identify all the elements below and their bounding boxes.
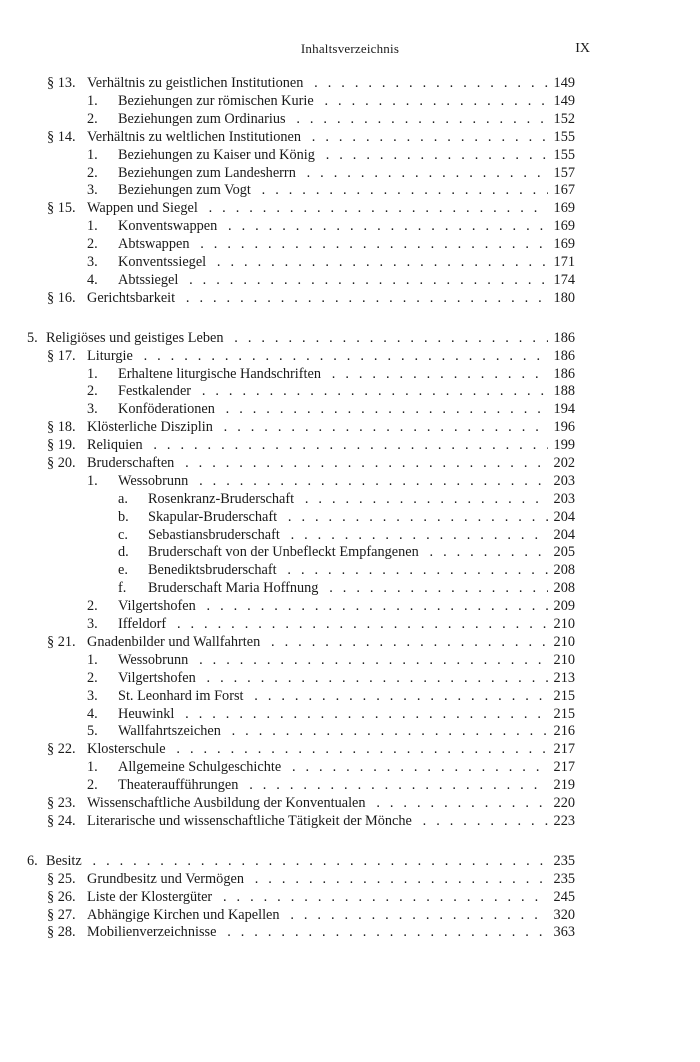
running-header-page-number: IX <box>575 41 590 56</box>
toc-entry <box>0 289 700 307</box>
toc-entry-title: Sebastiansbruderschaft <box>148 527 284 543</box>
toc-entry-page: 169 <box>553 218 575 234</box>
toc-entry-page: 180 <box>553 290 575 306</box>
toc-entry-leader <box>118 472 548 490</box>
toc-entry <box>0 146 700 164</box>
toc-entry-title: Klosterschule <box>87 741 170 757</box>
toc-entry-page: 152 <box>553 111 575 127</box>
toc-entry-page: 196 <box>553 419 575 435</box>
toc-entry-leader <box>87 74 548 92</box>
toc-entry-title: Verhältnis zu geistlichen Institutionen <box>87 75 307 91</box>
toc-entry <box>0 199 700 217</box>
toc-entry-title: Klösterliche Disziplin <box>87 419 217 435</box>
toc-entry-page: 216 <box>553 723 575 739</box>
toc-entry <box>0 758 700 776</box>
toc-entry-leader <box>87 633 548 651</box>
toc-entry-page: 204 <box>553 509 575 525</box>
toc-entry-leader <box>148 561 548 579</box>
toc-entry-number: § 24. <box>47 813 76 829</box>
toc-entry-title: Wessobrunn <box>118 652 192 668</box>
toc-entry <box>0 347 700 365</box>
toc-entry-page: 210 <box>553 652 575 668</box>
toc-entry <box>0 472 700 490</box>
toc-entry-title: Beziehungen zu Kaiser und König <box>118 147 319 163</box>
toc-entry <box>0 888 700 906</box>
toc-entry-page: 202 <box>553 455 575 471</box>
toc-entry-title: Besitz <box>46 853 86 869</box>
toc-entry-title: Erhaltene liturgische Handschriften <box>118 366 325 382</box>
toc-entry-leader <box>148 579 548 597</box>
toc-entry-leader <box>118 615 548 633</box>
toc-entry <box>0 128 700 146</box>
toc-entry <box>0 870 700 888</box>
toc-entry-page: 205 <box>553 544 575 560</box>
toc-entry <box>0 923 700 941</box>
toc-entry-number: 1. <box>87 147 98 163</box>
toc-entry-number: 5. <box>27 330 38 346</box>
toc-entry-leader <box>87 289 548 307</box>
running-header-title: Inhaltsverzeichnis <box>300 41 400 56</box>
toc-entry-leader <box>87 870 548 888</box>
toc-entry-leader <box>118 400 548 418</box>
toc-entry-title: Skapular-Bruderschaft <box>148 509 281 525</box>
toc-entry <box>0 217 700 235</box>
toc-entry-page: 149 <box>553 75 575 91</box>
toc-entry-page: 217 <box>553 741 575 757</box>
toc-entry-number: 4. <box>87 706 98 722</box>
toc-entry <box>0 235 700 253</box>
toc-entry-title: Vilgertshofen <box>118 598 200 614</box>
toc-entry-title: Beziehungen zur römischen Kurie <box>118 93 318 109</box>
toc-entry-leader <box>87 128 548 146</box>
toc-entry-number: § 17. <box>47 348 76 364</box>
toc-entry-page: 186 <box>553 366 575 382</box>
running-header <box>0 41 700 59</box>
toc-entry-number: § 15. <box>47 200 76 216</box>
toc-entry-page: 204 <box>553 527 575 543</box>
toc-entry <box>0 543 700 561</box>
toc-entry-page: 157 <box>553 165 575 181</box>
toc-entry-title: St. Leonhard im Forst <box>118 688 248 704</box>
toc-entry-number: § 28. <box>47 924 76 940</box>
toc-entry-page: 220 <box>553 795 575 811</box>
toc-entry <box>0 776 700 794</box>
toc-entry <box>0 705 700 723</box>
toc-entry-leader <box>87 923 548 941</box>
toc-entry-leader <box>118 758 548 776</box>
toc-entry-leader <box>118 365 548 383</box>
toc-entry <box>0 418 700 436</box>
toc-entry <box>0 164 700 182</box>
toc-entry-leader <box>118 651 548 669</box>
toc-entry-title: Festkalender <box>118 383 195 399</box>
toc-entry <box>0 794 700 812</box>
toc-entry-leader <box>118 253 548 271</box>
toc-entry-leader <box>87 888 548 906</box>
toc-entry-number: b. <box>118 509 129 525</box>
toc-entry <box>0 687 700 705</box>
toc-entry-leader <box>118 271 548 289</box>
toc-entry <box>0 633 700 651</box>
toc-entry-number: § 22. <box>47 741 76 757</box>
toc-entry-title: Bruderschaft Maria Hoffnung <box>148 580 322 596</box>
toc-entry-page: 213 <box>553 670 575 686</box>
toc-entry-number: 4. <box>87 272 98 288</box>
toc-entry-title: Allgemeine Schulgeschichte <box>118 759 285 775</box>
toc-entry <box>0 253 700 271</box>
toc-entry <box>0 365 700 383</box>
toc-entry-number: 3. <box>87 688 98 704</box>
toc-entry <box>0 722 700 740</box>
toc-entry-leader <box>118 164 548 182</box>
toc-entry-number: § 16. <box>47 290 76 306</box>
toc-entry-leader <box>118 776 548 794</box>
toc-entry-number: 1. <box>87 93 98 109</box>
toc-entry-leader <box>118 92 548 110</box>
toc-entry-leader <box>148 508 548 526</box>
toc-entry-page: 186 <box>553 330 575 346</box>
toc-entry-leader <box>87 740 548 758</box>
toc-entry <box>0 490 700 508</box>
toc-entry-leader <box>118 235 548 253</box>
toc-entry-number: d. <box>118 544 129 560</box>
toc-entry-page: 208 <box>553 580 575 596</box>
toc-entry-title: Liturgie <box>87 348 137 364</box>
toc-entry-number: f. <box>118 580 127 596</box>
toc-entry-title: Wappen und Siegel <box>87 200 202 216</box>
toc-entry-number: § 18. <box>47 419 76 435</box>
toc-entry-title: Religiöses und geistiges Leben <box>46 330 228 346</box>
toc-entry-number: § 23. <box>47 795 76 811</box>
toc-entry <box>0 597 700 615</box>
toc-entry-page: 215 <box>553 706 575 722</box>
toc-entry-number: § 20. <box>47 455 76 471</box>
toc-entry <box>0 382 700 400</box>
toc-entry-title: Gerichtsbarkeit <box>87 290 179 306</box>
toc-entry-page: 363 <box>553 924 575 940</box>
toc-entry <box>0 812 700 830</box>
toc-entry-page: 169 <box>553 236 575 252</box>
toc-entry-leader <box>118 687 548 705</box>
toc-entry-number: 3. <box>87 401 98 417</box>
toc-entry-page: 174 <box>553 272 575 288</box>
toc-entry-number: e. <box>118 562 128 578</box>
toc-entry-title: Bruderschaft von der Unbefleckt Empfangenen <box>148 544 423 560</box>
toc-entry-page: 188 <box>553 383 575 399</box>
toc-entry-leader <box>87 418 548 436</box>
toc-entry-number: § 26. <box>47 889 76 905</box>
toc-entry-page: 320 <box>553 907 575 923</box>
toc-entry-number: § 25. <box>47 871 76 887</box>
toc-entry-leader <box>118 597 548 615</box>
toc-entry-title: Konventssiegel <box>118 254 210 270</box>
toc-entry-page: 167 <box>553 182 575 198</box>
toc-entry-number: 2. <box>87 383 98 399</box>
toc-entry-title: Gnadenbilder und Wallfahrten <box>87 634 264 650</box>
toc-entry-leader <box>118 217 548 235</box>
toc-entry-page: 149 <box>553 93 575 109</box>
toc-entry-leader <box>87 199 548 217</box>
toc-entry-title: Wallfahrtszeichen <box>118 723 225 739</box>
toc-entry-leader <box>118 110 548 128</box>
toc-entry-number: 6. <box>27 853 38 869</box>
toc-entry-title: Konföderationen <box>118 401 219 417</box>
toc-entry-number: 2. <box>87 236 98 252</box>
toc-entry-number: 2. <box>87 165 98 181</box>
toc-entry <box>0 579 700 597</box>
toc-entry-title: Rosenkranz-Bruderschaft <box>148 491 298 507</box>
toc-entry-page: 210 <box>553 634 575 650</box>
toc-entry-page: 169 <box>553 200 575 216</box>
toc-entry <box>0 740 700 758</box>
toc-entry <box>0 400 700 418</box>
toc-entry-leader <box>87 794 548 812</box>
toc-entry-title: Heuwinkl <box>118 706 178 722</box>
toc-entry-title: Abtssiegel <box>118 272 182 288</box>
toc-entry-page: 171 <box>553 254 575 270</box>
toc-entry-title: Beziehungen zum Landesherrn <box>118 165 300 181</box>
toc-entry <box>0 651 700 669</box>
toc-entry <box>0 852 700 870</box>
toc-entry-leader <box>118 382 548 400</box>
toc-entry <box>0 181 700 199</box>
toc-entry-title: Vilgertshofen <box>118 670 200 686</box>
toc-entry-number: 3. <box>87 616 98 632</box>
toc-entry-page: 155 <box>553 147 575 163</box>
toc-entry-title: Grundbesitz und Vermögen <box>87 871 248 887</box>
toc-entry-page: 155 <box>553 129 575 145</box>
toc-entry-number: 1. <box>87 366 98 382</box>
toc-entry-title: Verhältnis zu weltlichen Institutionen <box>87 129 305 145</box>
toc-entry-number: 2. <box>87 777 98 793</box>
toc-entry-page: 235 <box>553 871 575 887</box>
toc-entry-number: 2. <box>87 670 98 686</box>
toc-entry <box>0 669 700 687</box>
toc-entry-page: 235 <box>553 853 575 869</box>
toc-entry-page: 209 <box>553 598 575 614</box>
toc-entry-leader <box>118 722 548 740</box>
toc-entry-number: § 19. <box>47 437 76 453</box>
toc-entry-leader <box>118 146 548 164</box>
toc-entry <box>0 454 700 472</box>
toc-entry-number: 1. <box>87 473 98 489</box>
toc-entry-title: Wessobrunn <box>118 473 192 489</box>
toc-entry-title: Abtswappen <box>118 236 193 252</box>
toc-entry-page: 186 <box>553 348 575 364</box>
toc-entry-leader <box>87 812 548 830</box>
toc-entry-number: 1. <box>87 759 98 775</box>
toc-entry-leader <box>87 454 548 472</box>
toc-entry-page: 194 <box>553 401 575 417</box>
toc-entry <box>0 436 700 454</box>
toc-entry-number: a. <box>118 491 128 507</box>
toc-entry <box>0 329 700 347</box>
toc-entry-leader <box>118 705 548 723</box>
toc-entry-page: 203 <box>553 473 575 489</box>
toc-entry-number: 3. <box>87 254 98 270</box>
toc-entry-number: § 13. <box>47 75 76 91</box>
toc-entry-leader <box>148 490 548 508</box>
toc-entry-number: 3. <box>87 182 98 198</box>
toc-entry-number: § 21. <box>47 634 76 650</box>
toc-entry-leader <box>87 347 548 365</box>
toc-entry-page: 208 <box>553 562 575 578</box>
toc-entry-page: 217 <box>553 759 575 775</box>
toc-entry-leader <box>118 669 548 687</box>
toc-entry-leader <box>46 329 548 347</box>
toc-entry-title: Mobilienverzeichnisse <box>87 924 220 940</box>
toc-entry <box>0 271 700 289</box>
toc-entry-number: c. <box>118 527 128 543</box>
toc-entry-title: Reliquien <box>87 437 147 453</box>
toc-entry-leader <box>46 852 548 870</box>
toc-entry-title: Wissenschaftliche Ausbildung der Konventualen <box>87 795 370 811</box>
toc-entry-number: § 14. <box>47 129 76 145</box>
toc-entry-number: 1. <box>87 652 98 668</box>
toc-entry-title: Bruderschaften <box>87 455 178 471</box>
toc-entry-title: Konventswappen <box>118 218 221 234</box>
toc-entry-title: Liste der Klostergüter <box>87 889 216 905</box>
toc-entry <box>0 906 700 924</box>
toc-entry-leader <box>87 436 548 454</box>
toc-entry-title: Beziehungen zum Vogt <box>118 182 255 198</box>
toc-entry-page: 215 <box>553 688 575 704</box>
toc-entry-title: Abhängige Kirchen und Kapellen <box>87 907 284 923</box>
toc-entry-page: 203 <box>553 491 575 507</box>
toc-entry-page: 245 <box>553 889 575 905</box>
toc-entry <box>0 508 700 526</box>
toc-entry-leader <box>118 181 548 199</box>
toc-entry-number: 1. <box>87 218 98 234</box>
toc-entry-page: 219 <box>553 777 575 793</box>
toc-entry <box>0 92 700 110</box>
toc-entry-leader <box>148 526 548 544</box>
toc-entry <box>0 561 700 579</box>
toc-entry-title: Iffeldorf <box>118 616 170 632</box>
toc-entry-number: 2. <box>87 598 98 614</box>
toc-entry-title: Literarische und wissenschaftliche Tätigkeit der Mönche <box>87 813 416 829</box>
toc-entry-title: Theateraufführungen <box>118 777 242 793</box>
toc-entry-number: 5. <box>87 723 98 739</box>
toc-entry <box>0 110 700 128</box>
toc-entry-page: 210 <box>553 616 575 632</box>
toc-entry <box>0 74 700 92</box>
toc-entry-title: Beziehungen zum Ordinarius <box>118 111 290 127</box>
toc-entry-page: 223 <box>553 813 575 829</box>
toc-entry-leader <box>87 906 548 924</box>
toc-entry-page: 199 <box>553 437 575 453</box>
toc-entry-title: Benediktsbruderschaft <box>148 562 281 578</box>
toc-entry <box>0 615 700 633</box>
toc-entry-number: 2. <box>87 111 98 127</box>
toc-entry-number: § 27. <box>47 907 76 923</box>
toc-entry <box>0 526 700 544</box>
toc-entry-leader <box>148 543 548 561</box>
